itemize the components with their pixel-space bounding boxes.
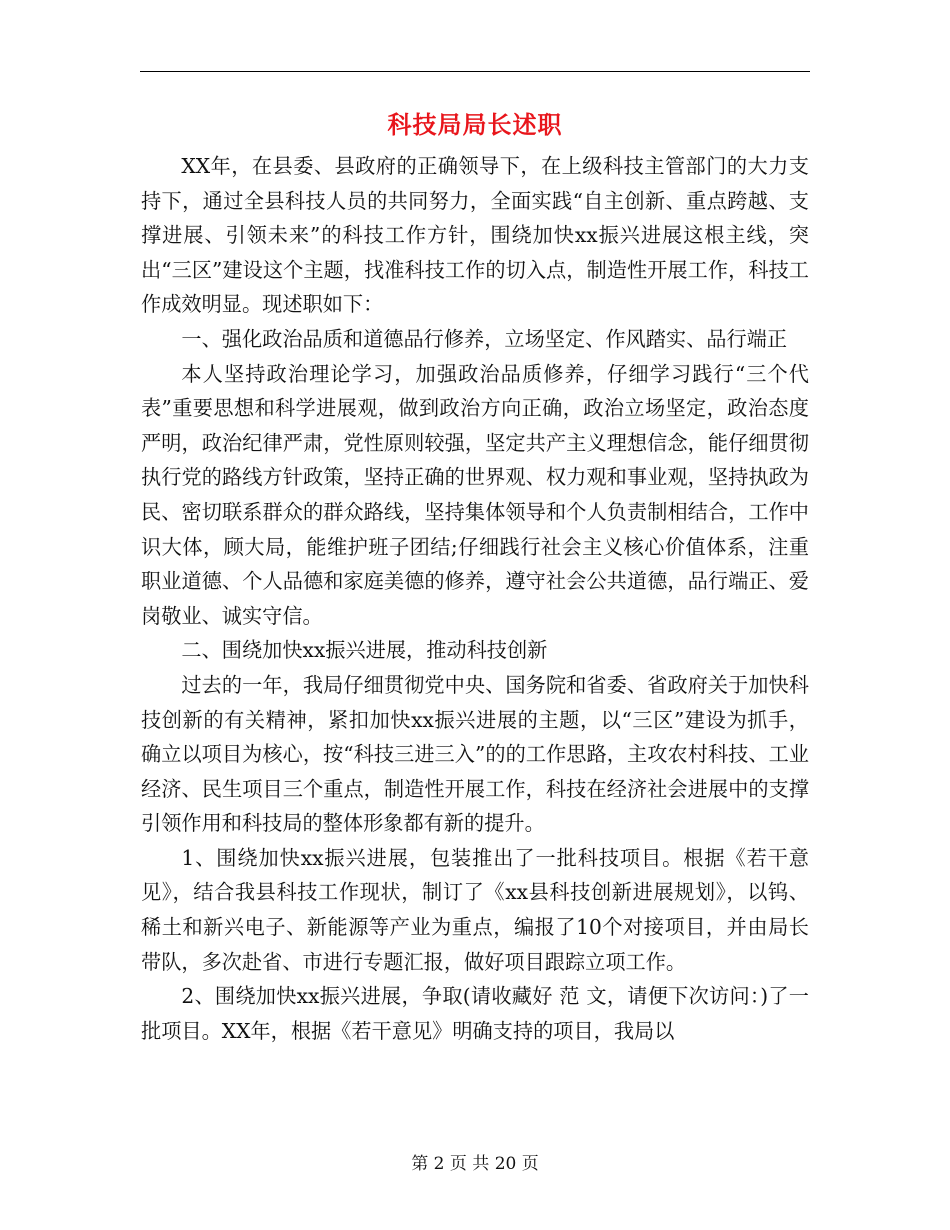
paragraph-item-1: 1、围绕加快xx振兴进展，包装推出了一批科技项目。根据《若干意见》，结合我县科技工作现状，制订了《xx县科技创新进展规划》，以钨、稀土和新兴电子、新能源等产业为重点，编报了10个对接项目，并由局长带队，多次赴省、市进行专题汇报，做好项目跟踪立项工作。 xyxy=(141,845,809,974)
document-title: 科技局局长述职 xyxy=(387,110,563,139)
section-heading-1: 一、强化政治品质和道德品行修养，立场坚定、作风踏实、品行端正 xyxy=(181,326,788,351)
page-number: 第 2 页 共 20 页 xyxy=(411,1154,539,1174)
paragraph-section-1: 本人坚持政治理论学习，加强政治品质修养，仔细学习践行“三个代表”重要思想和科学进展观，做到政治方向正确，政治立场坚定，政治态度严明，政治纪律严肃，党性原则较强，坚定共产主义理想信念，能仔细贯彻执行党的路线方针政策，坚持正确的世界观、权力观和事业观，坚持执政为民、密切联系群众的群众路线，坚持集体领导和个人负责制相结合，工作中识大体，顾大局，能维护班子团结;仔细践行社会主义核心价值体系，注重职业道德、个人品德和家庭美德的修养，遵守社会公共道德，品行端正、爱岗敬业、诚实守信。 xyxy=(141,361,809,628)
paragraph-intro: XX年，在县委、县政府的正确领导下，在上级科技主管部门的大力支持下，通过全县科技人员的共同努力，全面实践“自主创新、重点跨越、支撑进展、引领未来”的科技工作方针，围绕加快xx振兴进展这根主线，突出“三区”建设这个主题，找准科技工作的切入点，制造性开展工作，科技工作成效明显。现述职如下： xyxy=(141,154,809,317)
paragraph-section-2: 过去的一年，我局仔细贯彻党中央、国务院和省委、省政府关于加快科技创新的有关精神，紧扣加快xx振兴进展的主题，以“三区”建设为抓手，确立以项目为核心，按“科技三进三入”的的工作思路，主攻农村科技、工业经济、民生项目三个重点，制造性开展工作，科技在经济社会进展中的支撑引领作用和科技局的整体形象都有新的提升。 xyxy=(141,672,809,836)
section-heading-2: 二、围绕加快xx振兴进展，推动科技创新 xyxy=(181,638,548,663)
header-rule xyxy=(140,71,810,72)
paragraph-item-2: 2、围绕加快xx振兴进展，争取(请收藏好 范 文，请便下次访问：)了一批项目。XX年，根据《若干意见》明确支持的项目，我局以 xyxy=(141,984,809,1043)
document-body xyxy=(141,149,809,1048)
